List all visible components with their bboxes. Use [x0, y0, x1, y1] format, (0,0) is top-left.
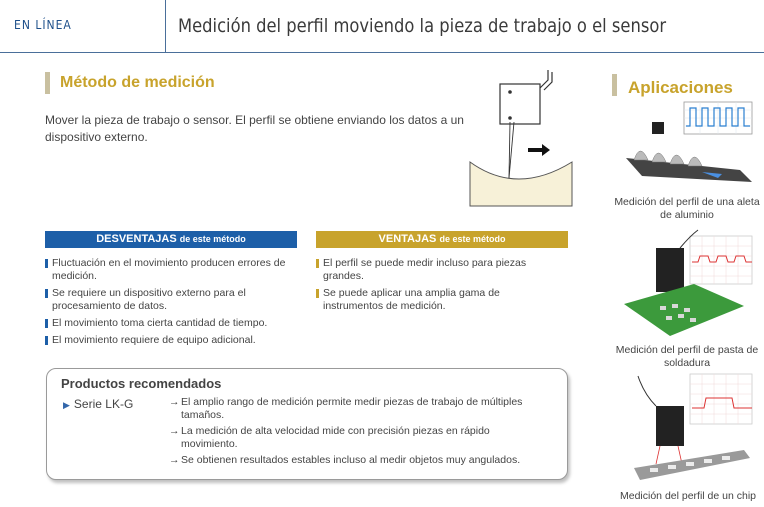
disadvantages-heading: DESVENTAJAS	[96, 233, 177, 245]
disadvantages-list	[45, 257, 300, 351]
list-item: El movimiento toma cierta cantidad de tiempo.	[45, 317, 300, 330]
disadvantages-heading-suffix: de este método	[179, 234, 246, 244]
feature-text: El amplio rango de medición permite medir piezas de trabajo de múltiples tamaños.	[181, 396, 523, 421]
product-series-label: Serie LK-G	[73, 397, 134, 411]
arrow-right-icon: →	[169, 396, 180, 408]
application-caption-2: Medición del perfil de pasta de soldadura	[615, 344, 759, 369]
arrow-right-icon: →	[169, 425, 180, 437]
method-intro: Mover la pieza de trabajo o sensor. El perfil se obtiene enviando los datos a un dispositivo externo.	[45, 113, 464, 144]
list-item: Se puede aplicar una amplia gama de instrumentos de medición.	[316, 287, 546, 313]
header-bar	[0, 0, 764, 53]
header-divider	[165, 0, 166, 52]
advantages-heading-suffix: de este método	[439, 234, 506, 244]
triangle-right-icon: ▶	[63, 400, 70, 410]
arrow-right-icon: →	[169, 454, 180, 466]
advantages-list	[316, 257, 546, 317]
section-tag: EN LÍNEA	[14, 18, 72, 32]
chip-image	[620, 372, 755, 484]
application-caption-1: Medición del perfil de una aleta de aluminio	[614, 196, 760, 221]
feature-text: La medición de alta velocidad mide con precisión piezas en rápido movimiento.	[181, 425, 490, 450]
list-item: El perfil se puede medir incluso para piezas grandes.	[316, 257, 546, 283]
advantages-header	[316, 231, 568, 248]
list-item	[169, 425, 549, 451]
list-item	[169, 454, 549, 467]
sensor-measurement-illustration	[462, 66, 592, 216]
solder-paste-image	[620, 226, 755, 338]
application-caption-3: Medición del perfil de un chip	[620, 490, 756, 502]
list-item: Fluctuación en el movimiento producen errores de medición.	[45, 257, 300, 283]
method-heading-bar	[45, 72, 50, 94]
feature-text: Se obtienen resultados estables incluso al medir objetos muy angulados.	[181, 454, 521, 466]
disadvantages-header	[45, 231, 297, 248]
product-features-list	[169, 396, 549, 470]
list-item: El movimiento requiere de equipo adicional.	[45, 334, 300, 347]
method-heading: Método de medición	[60, 74, 215, 91]
page-title: Medición del perfil moviendo la pieza de trabajo o el sensor	[178, 15, 667, 37]
aluminium-fin-image	[620, 100, 755, 192]
advantages-heading: VENTAJAS	[378, 233, 437, 245]
applications-heading: Aplicaciones	[628, 78, 733, 97]
recommended-products-box	[46, 368, 568, 480]
applications-heading-bar	[612, 74, 617, 96]
products-title: Productos recomendados	[61, 376, 222, 391]
product-series-link[interactable]	[63, 397, 133, 411]
list-item: Se requiere un dispositivo externo para el procesamiento de datos.	[45, 287, 300, 313]
list-item	[169, 396, 549, 422]
